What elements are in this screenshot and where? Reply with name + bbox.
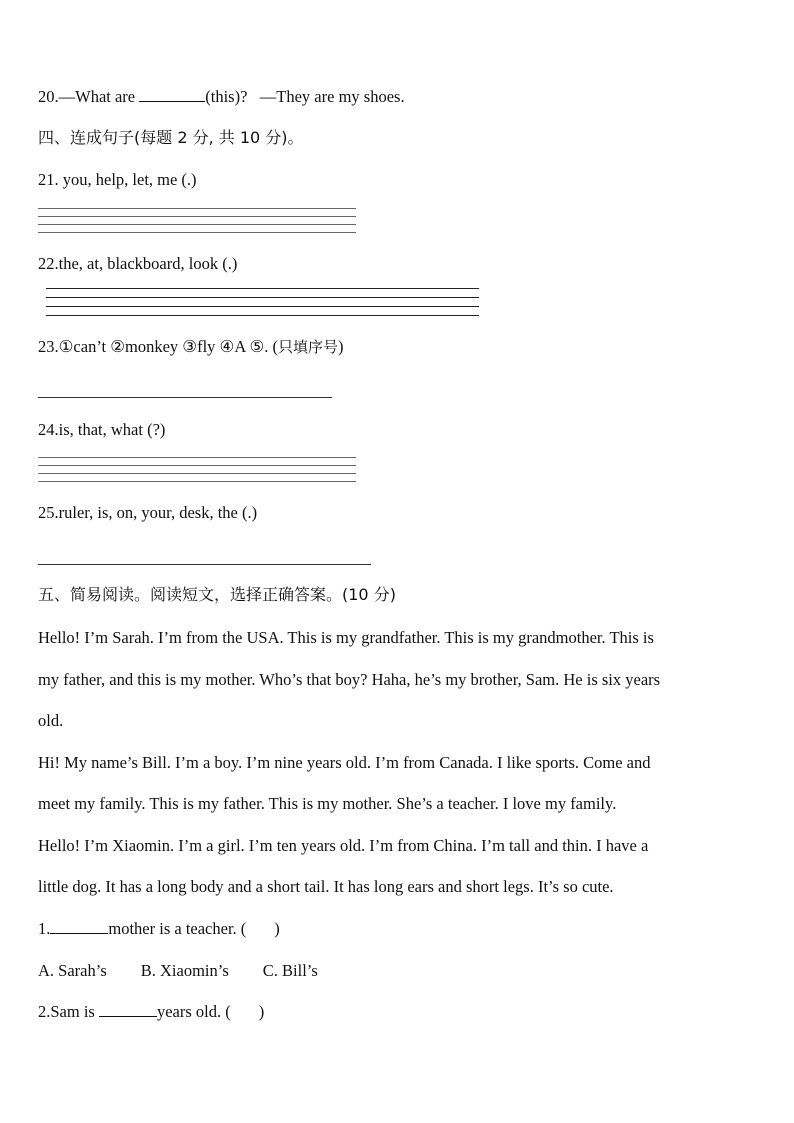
q20-number: 20. xyxy=(38,87,59,106)
q24-writing-lines[interactable] xyxy=(38,457,356,489)
question-22: 22.the, at, blackboard, look (.) xyxy=(38,254,238,273)
passage-line: old. xyxy=(38,711,64,730)
rq1-text: mother is a teacher. ( xyxy=(108,919,247,938)
option-c[interactable]: C. Bill’s xyxy=(262,961,318,980)
q23-answer-line[interactable] xyxy=(38,397,332,398)
reading-question-1 xyxy=(38,919,280,939)
reading-passage xyxy=(38,617,754,908)
question-25: 25.ruler, is, on, your, desk, the (.) xyxy=(38,503,258,522)
rq1-options xyxy=(38,961,352,981)
q20-answer-blank[interactable] xyxy=(139,87,205,102)
rq1-answer-blank[interactable] xyxy=(50,919,108,934)
q20-response: —They are my shoes. xyxy=(259,87,405,106)
passage-line: Hello! I’m Sarah. I’m from the USA. This is my grandfather. This is my grandmother. This is xyxy=(38,628,654,647)
question-24: 24.is, that, what (?) xyxy=(38,420,166,439)
question-21: 21. you, help, let, me (.) xyxy=(38,170,197,189)
passage-line: my father, and this is my mother. Who’s that boy? Haha, he’s my brother, Sam. He is six years xyxy=(38,669,661,689)
reading-question-2 xyxy=(38,1002,264,1022)
rq2-close: ) xyxy=(258,1002,265,1021)
rq2-text: years old. ( xyxy=(156,1002,231,1021)
q23-note: 只填序号 xyxy=(278,338,339,356)
rq2-answer-blank[interactable] xyxy=(99,1002,157,1017)
passage-line: meet my family. This is my father. This is my mother. She’s a teacher. I love my family. xyxy=(38,794,617,813)
section-4-heading: 四、连成句子(每题 2 分, 共 10 分)。 xyxy=(38,128,304,147)
rq1-close: ) xyxy=(274,919,280,938)
section-5-heading: 五、简易阅读。阅读短文，选择正确答案。(10 分) xyxy=(38,585,396,604)
passage-line: Hello! I’m Xiaomin. I’m a girl. I’m ten years old. I’m from China. I’m tall and thin. I have a xyxy=(38,835,649,855)
passage-line: Hi! My name’s Bill. I’m a boy. I’m nine years old. I’m from Canada. I like sports. Come and xyxy=(38,752,651,772)
q22-writing-lines[interactable] xyxy=(46,288,479,324)
q20-hint: (this)? xyxy=(205,87,248,106)
question-20 xyxy=(38,87,405,107)
passage-line: little dog. It has a long body and a short tail. It has long ears and short legs. It’s so cute. xyxy=(38,877,614,896)
option-a[interactable]: A. Sarah’s xyxy=(38,961,107,980)
q23-close: ) xyxy=(338,337,344,356)
rq1-number: 1. xyxy=(38,919,51,938)
q21-writing-lines[interactable] xyxy=(38,208,356,240)
rq2-prefix: 2.Sam is xyxy=(38,1002,95,1021)
q20-prompt: —What are xyxy=(58,87,136,106)
question-23 xyxy=(38,337,344,357)
q23-words: 23.①can’t ②monkey ③fly ④A ⑤. ( xyxy=(38,337,278,356)
option-b[interactable]: B. Xiaomin’s xyxy=(140,961,229,980)
q25-answer-line[interactable] xyxy=(38,564,371,565)
